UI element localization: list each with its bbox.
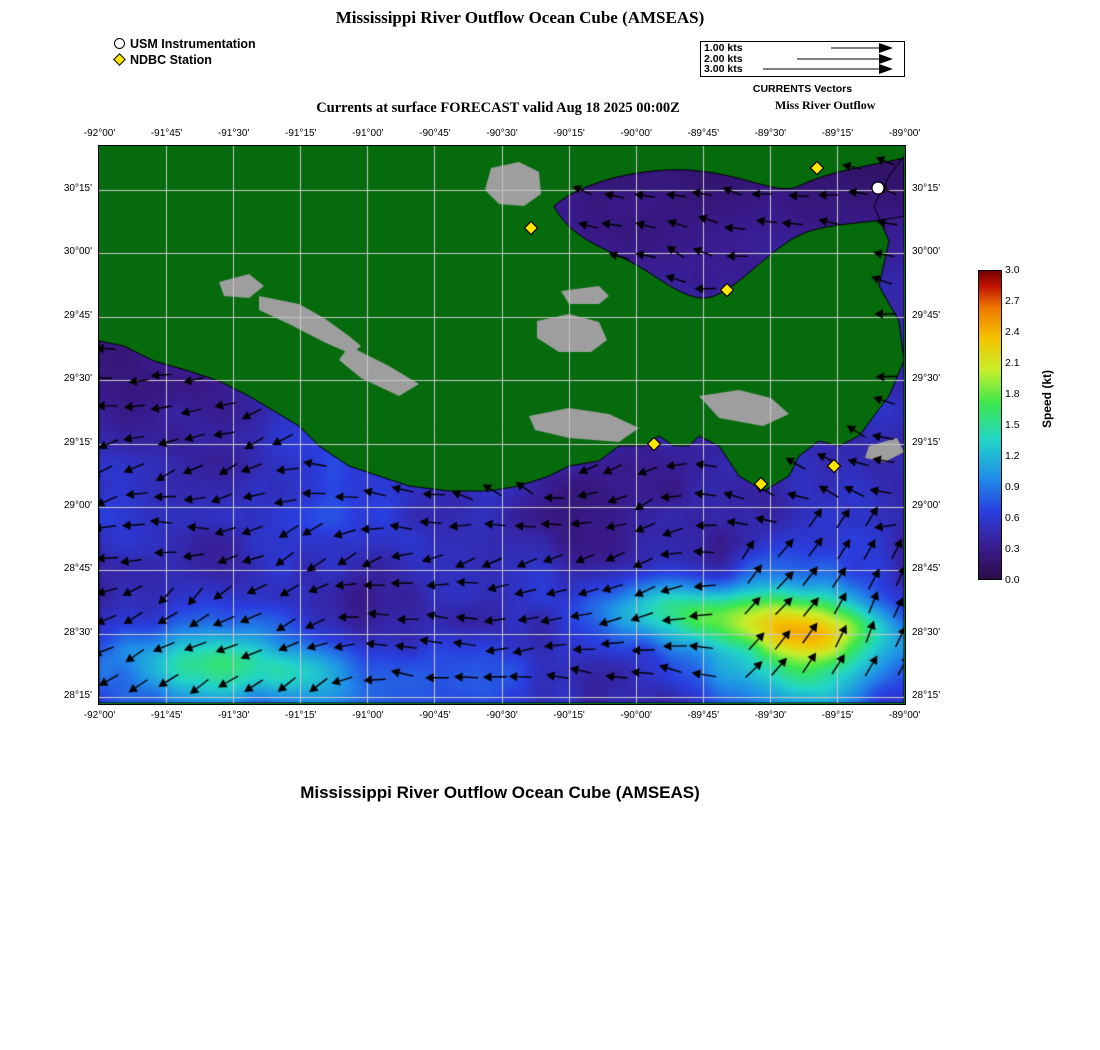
colorbar-tick-label: 3.0 [1005,264,1020,276]
y-axis-tick-label: 28°15' [63,690,92,702]
y-axis-tick-label: 30°15' [63,183,92,194]
y-axis-tick-label: 29°45' [912,309,941,321]
x-axis-tick-label: -91°30' [217,128,250,139]
vector-key-caption: CURRENTS Vectors [752,83,853,95]
map-plot-area[interactable] [98,145,906,705]
legend-item-label: USM Instrumentation [130,36,256,51]
colorbar-gradient [978,270,1002,580]
y-axis-tick-label: 29°30' [912,373,941,385]
y-axis-tick-label: 28°15' [912,690,941,702]
x-axis-tick-label: -91°45' [150,128,183,139]
x-axis-tick-label: -90°45' [419,710,451,721]
colorbar-tick-label: 2.1 [1005,357,1020,369]
vector-key-label-2kt: 2.00 kts [704,53,743,65]
x-axis-tick-label: -89°30' [754,128,787,139]
y-axis-tick-label: 29°15' [63,436,92,448]
colorbar-tick-label: 0.6 [1005,512,1020,524]
colorbar-tick-label: 2.4 [1005,326,1020,338]
x-axis-tick-label: -91°00' [352,128,384,139]
diamond-yellow-marker-icon[interactable] [525,222,538,235]
colorbar-tick-label: 0.0 [1005,574,1020,586]
x-axis-tick-label: -89°45' [687,128,719,139]
x-axis-tick-label: -91°30' [217,710,250,721]
y-axis-tick-label: 29°15' [912,436,941,448]
colorbar-title: Speed (kt) [1040,370,1054,429]
colorbar-tick-label: 1.2 [1005,450,1020,462]
x-axis-tick-label: -91°00' [352,710,384,721]
legend-item-ndbc [110,52,256,67]
colorbar-tick-label: 1.5 [1005,419,1020,431]
forecast-subtitle: Currents at surface FORECAST valid Aug 18 2025 00:00Z [316,100,680,116]
y-axis-tick-label: 29°30' [63,373,92,385]
y-axis-tick-label: 28°45' [912,563,941,575]
y-axis-tick-label: 30°15' [912,183,941,194]
x-axis-tick-label: -90°30' [486,128,518,139]
x-axis-tick-label: -91°15' [285,710,317,721]
x-axis-tick-label: -90°45' [419,128,451,139]
vector-scale-key [700,41,905,77]
outflow-annotation: Miss River Outflow [775,98,876,112]
vector-key-label-3kt: 3.00 kts [704,63,743,75]
x-axis-tick-label: -89°45' [687,710,719,721]
diamond-yellow-marker-icon[interactable] [755,478,768,491]
x-axis-tick-label: -90°15' [553,128,585,139]
bottom-title: Mississippi River Outflow Ocean Cube (AMSEAS) [300,783,700,802]
colorbar-tick-label: 1.8 [1005,388,1020,400]
legend-item-usm [110,36,256,51]
y-axis-tick-label: 29°00' [912,500,941,511]
x-axis-tick-label: -89°15' [821,128,854,139]
x-axis-tick-label: -90°15' [553,710,585,721]
colorbar-tick-label: 2.7 [1005,295,1020,307]
station-legend [110,36,256,68]
colorbar-tick-label: 0.9 [1005,481,1020,493]
y-axis-tick-label: 30°00' [912,246,941,258]
y-axis-tick-label: 28°45' [63,563,92,575]
y-axis-tick-label: 30°00' [63,246,92,258]
x-axis-tick-label: -89°15' [821,710,854,721]
x-axis-tick-label: -91°45' [150,710,183,721]
y-axis-tick-label: 29°45' [63,309,92,321]
diamond-yellow-marker-icon [110,52,128,67]
x-axis-tick-label: -92°00' [83,710,116,721]
diamond-yellow-marker-icon[interactable] [721,284,734,297]
y-axis-tick-label: 28°30' [63,626,92,638]
diamond-yellow-marker-icon[interactable] [811,162,824,175]
colorbar-tick-label: 0.3 [1005,543,1020,555]
diamond-yellow-marker-icon[interactable] [648,438,661,451]
x-axis-tick-label: -91°15' [285,128,317,139]
y-axis-tick-label: 28°30' [912,626,941,638]
x-axis-tick-label: -89°30' [754,710,787,721]
legend-item-label: NDBC Station [130,52,212,67]
x-axis-tick-label: -90°00' [620,128,652,139]
vector-key-label-1kt: 1.00 kts [704,42,743,54]
map-overlay [99,146,904,703]
circle-white-marker-icon[interactable] [872,182,884,194]
x-axis-tick-label: -89°00' [888,710,921,721]
y-axis-tick-label: 29°00' [63,500,92,511]
diamond-yellow-marker-icon[interactable] [828,460,841,473]
x-axis-tick-label: -90°30' [486,710,518,721]
x-axis-tick-label: -90°00' [620,710,652,721]
circle-white-marker-icon [110,36,128,51]
page-title: Mississippi River Outflow Ocean Cube (AMSEAS) [335,8,705,27]
x-axis-tick-label: -89°00' [888,128,921,139]
x-axis-tick-label: -92°00' [83,128,116,139]
